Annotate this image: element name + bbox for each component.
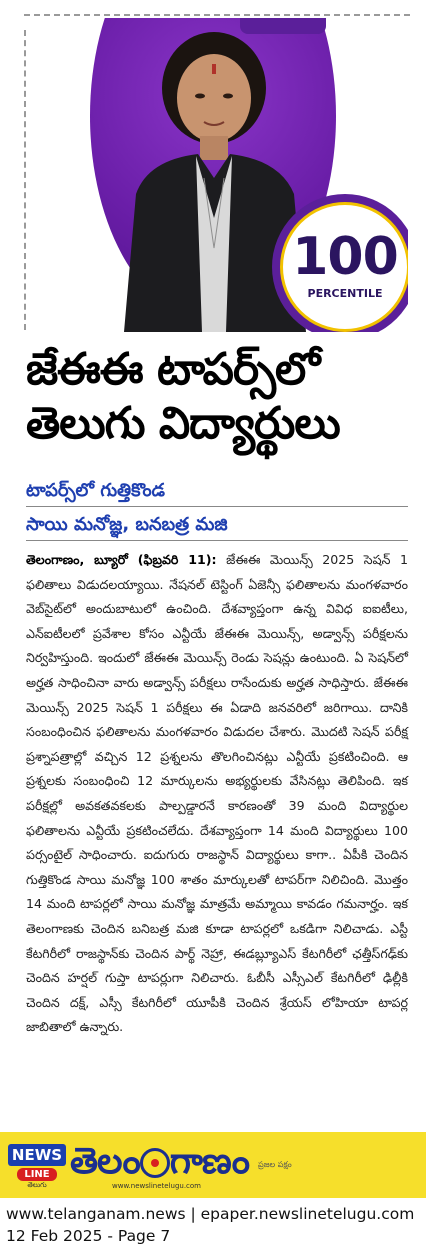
brand-emblem-icon <box>140 1148 170 1178</box>
subhead-divider <box>26 540 408 541</box>
brand-part-b: గాణం <box>169 1141 249 1182</box>
clipping-border-top <box>24 14 410 16</box>
headline-line-1: జేఈఈ టాపర్స్‌లో <box>26 344 320 395</box>
subhead-line-2: సాయి మనోజ్ఞ, బనబత్ర మజి <box>26 514 228 535</box>
article-text: జేఈఈ మెయిన్స్ 2025 సెషన్ 1 ఫలితాలు విడుదలయ్యాయి. నేషనల్ టెస్టింగ్ ఏజెన్సీ ఫలితాలను మంగళవారం వెబ్‌సైట్‌లో అందుబాటులో ఉంచింది. దేశవ్యాప్తంగా ఉన్న వివిధ ఐఐటీలు, ఎన్ఐటీలలో ప్రవేశాల కోసం ఎన్టీయే జేఈఈ మెయిన్స్, అడ్వాన్స్ పరీక్షలను నిర్వహిస్తుంది. ఇందులో జేఈఈ మెయిన్స్ రెండు సెషన్లు ఉంటుంది. ఏ సెషన్‌లో అర్హత సాధించినా వారు అడ్వాన్స్ పరీక్షలు రాసేందుకు అర్హత సాధిస్తారు. జేఈఈ మెయిన్స్ 2025 సెషన్ 1 పరీక్షలు ఈ ఏడాది జనవరిలో జరిగాయి. దానికి సంబంధించిన ఫలితాలను మంగళవారం విడుదల చేశారు. మొదటి సెషన్ పరీక్ష ప్రశ్నాపత్రాల్లో వచ్చిన 12 ప్రశ్నలను తొలగించినట్లు ఎన్టీయే ప్రకటించింది. ఆ ప్రశ్నలకు సంబంధించి 12 మార్కులను అభ్యర్థులకు వేసినట్లు తెలిపింది. ఇక పరీక్షల్లో అవకతవకలకు పాల్పడ్డారనే కారణంతో 39 మంది విద్యార్థుల ఫలితాలను ఎన్టీయే ప్రకటించలేదు. దేశవ్యాప్తంగా 14 మంది విద్యార్థులు 100 పర్సంటైల్ సాధించారు. ఐదుగురు రాజస్థాన్ విద్యార్థులు కాగా.. ఏపీకి చెందిన గుత్తికొండ సాయి మనోజ్ఞ 100 శాతం మార్కులతో టాపర్‌గా నిలిచింది. మొత్తం 14 మంది టాపర్లలో సాయి మనోజ్ఞ మాత్రమే అమ్మాయి కావడం గమనార్హం. ఇక తెలంగాణకు చెందిన బనిబత్ర మజి కూడా టాపర్లలో ఒకడిగా నిలిచాడు. ఎస్టీ కేటగిరీలో రాజస్థాన్‌కు చెందిన పార్థ్ నెహ్రా, ఈడబ్ల్యూఎస్ కేటగిరీలో ఛత్తీస్‌గఢ్‌కు చెందిన హర్షల్ గుప్తా టాపర్లుగా నిలిచారు. ఓబీసీ ఎస్సీఎల్ కేటగిరీలో ఢిల్లీకి చెందిన దక్ష్, ఎస్సీ కేటగిరీలో యూపీకి చెందిన శ్రేయస్ లోహియా టాపర్ల జాబితాలో ఉన్నారు. <box>26 552 408 1035</box>
article-body <box>26 548 408 1040</box>
footer-date-page: 12 Feb 2025 - Page 7 <box>6 1227 171 1245</box>
newsline-advert <box>0 1132 426 1198</box>
logo-sub-text: తెలుగు <box>27 1181 47 1189</box>
logo-line-text: LINE <box>17 1168 57 1181</box>
telanganam-brand <box>70 1142 249 1182</box>
percentile-label: PERCENTILE <box>307 287 383 300</box>
brand-tagline: ప్రజల పక్షం <box>258 1160 292 1169</box>
advert-website: www.newslinetelugu.com <box>112 1182 201 1190</box>
subhead-line-1: టాపర్స్‌లో గుత్తికొండ <box>26 480 165 501</box>
topper-photo <box>28 18 408 332</box>
article-dateline: తెలంగాణం, బ్యూరో (ఫిబ్రవరి 11): <box>26 552 217 567</box>
newsline-logo <box>8 1144 66 1190</box>
subhead-divider <box>26 506 408 507</box>
percentile-value: 100 <box>292 227 398 287</box>
brand-part-a: తెలం <box>70 1141 140 1182</box>
percentile-badge <box>272 194 408 332</box>
page-footer <box>0 1198 426 1255</box>
footer-urls: www.telanganam.news | epaper.newslinetelugu.com <box>6 1205 415 1223</box>
headline-line-2: తెలుగు విద్యార్థులు <box>26 398 340 449</box>
logo-news-text: NEWS <box>8 1144 66 1166</box>
clipping-border-left <box>24 30 26 330</box>
